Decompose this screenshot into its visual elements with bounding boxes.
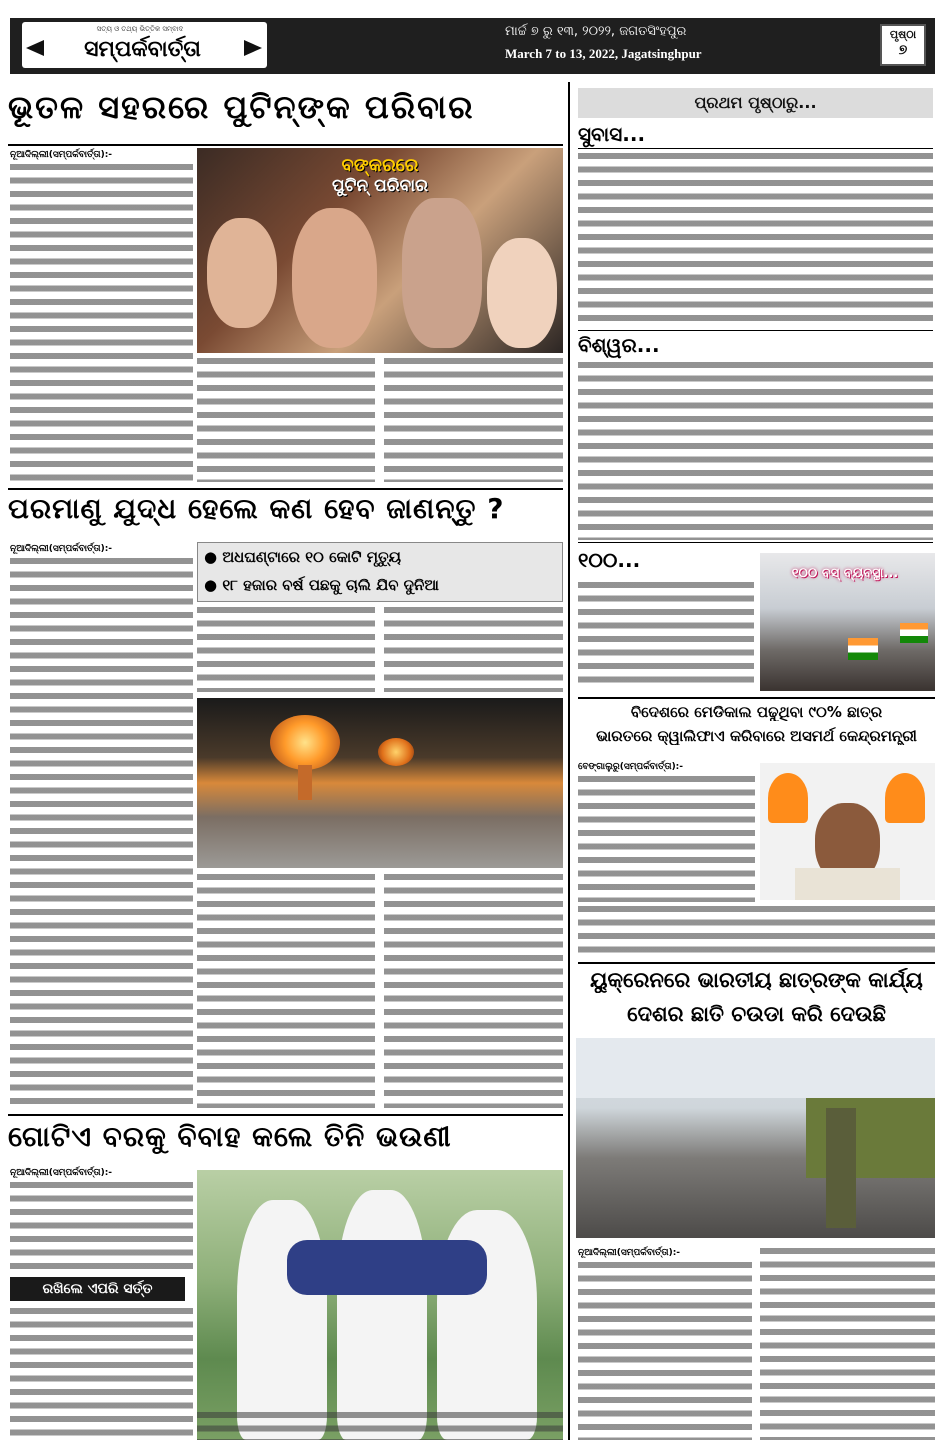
small-explosion-icon <box>378 738 414 766</box>
newspaper-title: ସମ୍ପର୍କବାର୍ତ୍ତା <box>84 36 201 62</box>
nuclear-bullet-1: ● ଅଧଘଣ୍ଟାରେ ୧୦ କୋଟି ମୃତ୍ୟୁ <box>204 548 402 566</box>
bride-1 <box>237 1200 327 1440</box>
marriage-top-rule <box>8 1114 563 1116</box>
nuclear-dateline: ନୂଆଦିଲ୍ଲୀ(ସମ୍ପର୍କବାର୍ତ୍ତା):- <box>10 544 113 554</box>
photo-sky <box>576 1038 935 1098</box>
issue-date-english: March 7 to 13, 2022, Jagatsinghpur <box>505 46 702 61</box>
nuclear-body-col1 <box>10 558 193 1108</box>
hundred-top-rule <box>578 542 933 543</box>
putin-body-col1 <box>10 164 193 482</box>
putin-headline: ଭୂତଳ ସହରରେ ପୁଟିନ୍‌ଙ୍କ ପରିବାର <box>8 88 475 126</box>
putin-photo-caption <box>285 155 475 207</box>
photo-face-1 <box>207 218 277 328</box>
lotus-logo-icon <box>768 773 808 823</box>
front-page-continued-label: ପ୍ରଥମ ପୃଷ୍ଠାରୁ... <box>578 88 933 118</box>
hundred-section-title: ୧୦୦... <box>578 548 641 572</box>
lotus-logo-icon-2 <box>885 773 925 823</box>
world-top-rule <box>578 330 933 331</box>
nuclear-body-col3b <box>384 874 563 1108</box>
nuclear-bullet-2: ● ୧୮ ହଜାର ବର୍ଷ ପଛକୁ ଚାଲି ଯିବ ଦୁନିଆ <box>204 576 439 594</box>
medical-top-rule <box>578 697 935 699</box>
wedding-photo <box>197 1170 563 1440</box>
ukraine-border-photo <box>576 1038 935 1238</box>
subhas-section-title: ସୁବାସ... <box>578 122 646 146</box>
medical-dateline: ବେଙ୍ଗାଲୁରୁ(ସମ୍ପର୍କବାର୍ତ୍ତା):- <box>578 762 684 772</box>
page-label: ପୃଷ୍ଠା <box>889 28 917 41</box>
nuclear-bullet-1-text: ଅଧଘଣ୍ଟାରେ ୧୦ କୋଟି ମୃତ୍ୟୁ <box>222 548 402 566</box>
mushroom-cloud-icon <box>270 715 340 770</box>
marriage-body-col1a <box>10 1182 193 1272</box>
soldier <box>826 1108 856 1228</box>
marriage-body-col1b <box>10 1308 193 1438</box>
ukraine-headline-2: ଦେଶର ଛାତି ଚଉଡା କରି ଦେଉଛି <box>627 1002 886 1026</box>
medical-headline-1: ବିଦେଶରେ ମେଡିକାଲ ପଢୁଥିବା ୯୦% ଛାତ୍ର <box>630 703 883 721</box>
page-number: ୭ <box>898 42 908 58</box>
hundred-body <box>578 582 754 690</box>
nuclear-headline: ପରମାଣୁ ଯୁଦ୍ଧ ହେଲେ କଣ ହେବ ଜାଣନ୍ତୁ ? <box>8 492 505 525</box>
logo-slogan: ସତ୍ୟ ଓ ତଥ୍ୟ ଭିତ୍ତିକ ସମ୍ବାଦ <box>96 25 184 33</box>
bride-2 <box>337 1190 427 1440</box>
nuclear-top-rule <box>8 488 563 490</box>
putin-body-col3 <box>384 358 563 482</box>
ukraine-dateline: ନୂଆଦିଲ୍ଲୀ(ସମ୍ପର୍କବାର୍ତ୍ତା):- <box>578 1248 681 1258</box>
subhas-rule <box>578 148 933 149</box>
putin-body-col2 <box>197 358 375 482</box>
photo-face-3 <box>402 198 482 348</box>
nuclear-body-col3a <box>384 607 563 692</box>
photo-face-2 <box>292 208 377 348</box>
nuclear-explosion-photo <box>197 698 563 868</box>
minister-photo <box>760 763 935 900</box>
students-photo-caption: ୧୦୦ ବସ୍ ବ୍ୟବସ୍ଥା... <box>791 566 899 581</box>
nuclear-bullet-2-text: ୧୮ ହଜାର ବର୍ଷ ପଛକୁ ଚାଲି ଯିବ ଦୁନିଆ <box>222 576 439 594</box>
nuclear-highlight-box <box>197 542 563 602</box>
ukraine-body-col2 <box>760 1248 935 1440</box>
putin-dateline: ନୂଆଦିଲ୍ଲୀ(ସମ୍ପର୍କବାର୍ତ୍ତା):- <box>10 150 113 160</box>
page-number-box <box>880 24 926 66</box>
putin-headline-rule <box>8 144 563 146</box>
ukraine-top-rule <box>578 962 935 964</box>
world-body <box>578 362 933 540</box>
indian-flag-icon-2 <box>900 623 928 643</box>
marriage-dateline: ନୂଆଦିଲ୍ଲୀ(ସମ୍ପର୍କବାର୍ତ୍ତା):- <box>10 1168 113 1178</box>
condition-subhead: ରଖିଲେ ଏପରି ସର୍ତ୍ତ <box>10 1277 185 1301</box>
photo-face-4 <box>487 238 557 348</box>
ukraine-headline-1: ୟୁକ୍ରେନରେ ଭାରତୀୟ ଛାତ୍ରଙ୍କ କାର୍ଯ୍ୟ <box>590 968 923 992</box>
medical-body-bottom <box>578 906 935 956</box>
issue-date-odia: ମାର୍ଚ୍ଚ ୭ ରୁ ୧୩, ୨୦୨୨, ଜଗତସିଂହପୁର <box>505 24 687 39</box>
world-section-title: ବିଶ୍ୱର... <box>578 333 660 357</box>
putin-photo-caption-2: ପୁଟିନ୍ ପରିବାର <box>331 176 429 196</box>
medical-body-col1 <box>578 776 755 902</box>
minister-shirt <box>795 868 900 900</box>
marriage-body-bottom <box>197 1412 563 1440</box>
marriage-headline: ଗୋଟିଏ ବରକୁ ବିବାହ କଲେ ତିନି ଭଉଣୀ <box>8 1120 452 1153</box>
medical-headline-2: ଭାରତରେ କ୍ୱାଲିଫାଏ କରିବାରେ ଅସମର୍ଥ କେନ୍ଦ୍ରମନ୍ତ୍ରୀ <box>596 727 917 745</box>
subhas-body <box>578 153 933 323</box>
nuclear-body-col2a <box>197 607 375 692</box>
putin-photo-caption-1: ବଙ୍କରରେ <box>341 155 419 176</box>
mushroom-cloud-stem <box>298 765 312 800</box>
column-divider <box>568 82 570 1440</box>
ukraine-body-col1 <box>578 1262 752 1440</box>
indian-flag-icon <box>848 638 878 660</box>
logo-wing-right-icon <box>244 40 262 56</box>
groom <box>287 1240 487 1295</box>
nuclear-body-col2b <box>197 874 375 1108</box>
